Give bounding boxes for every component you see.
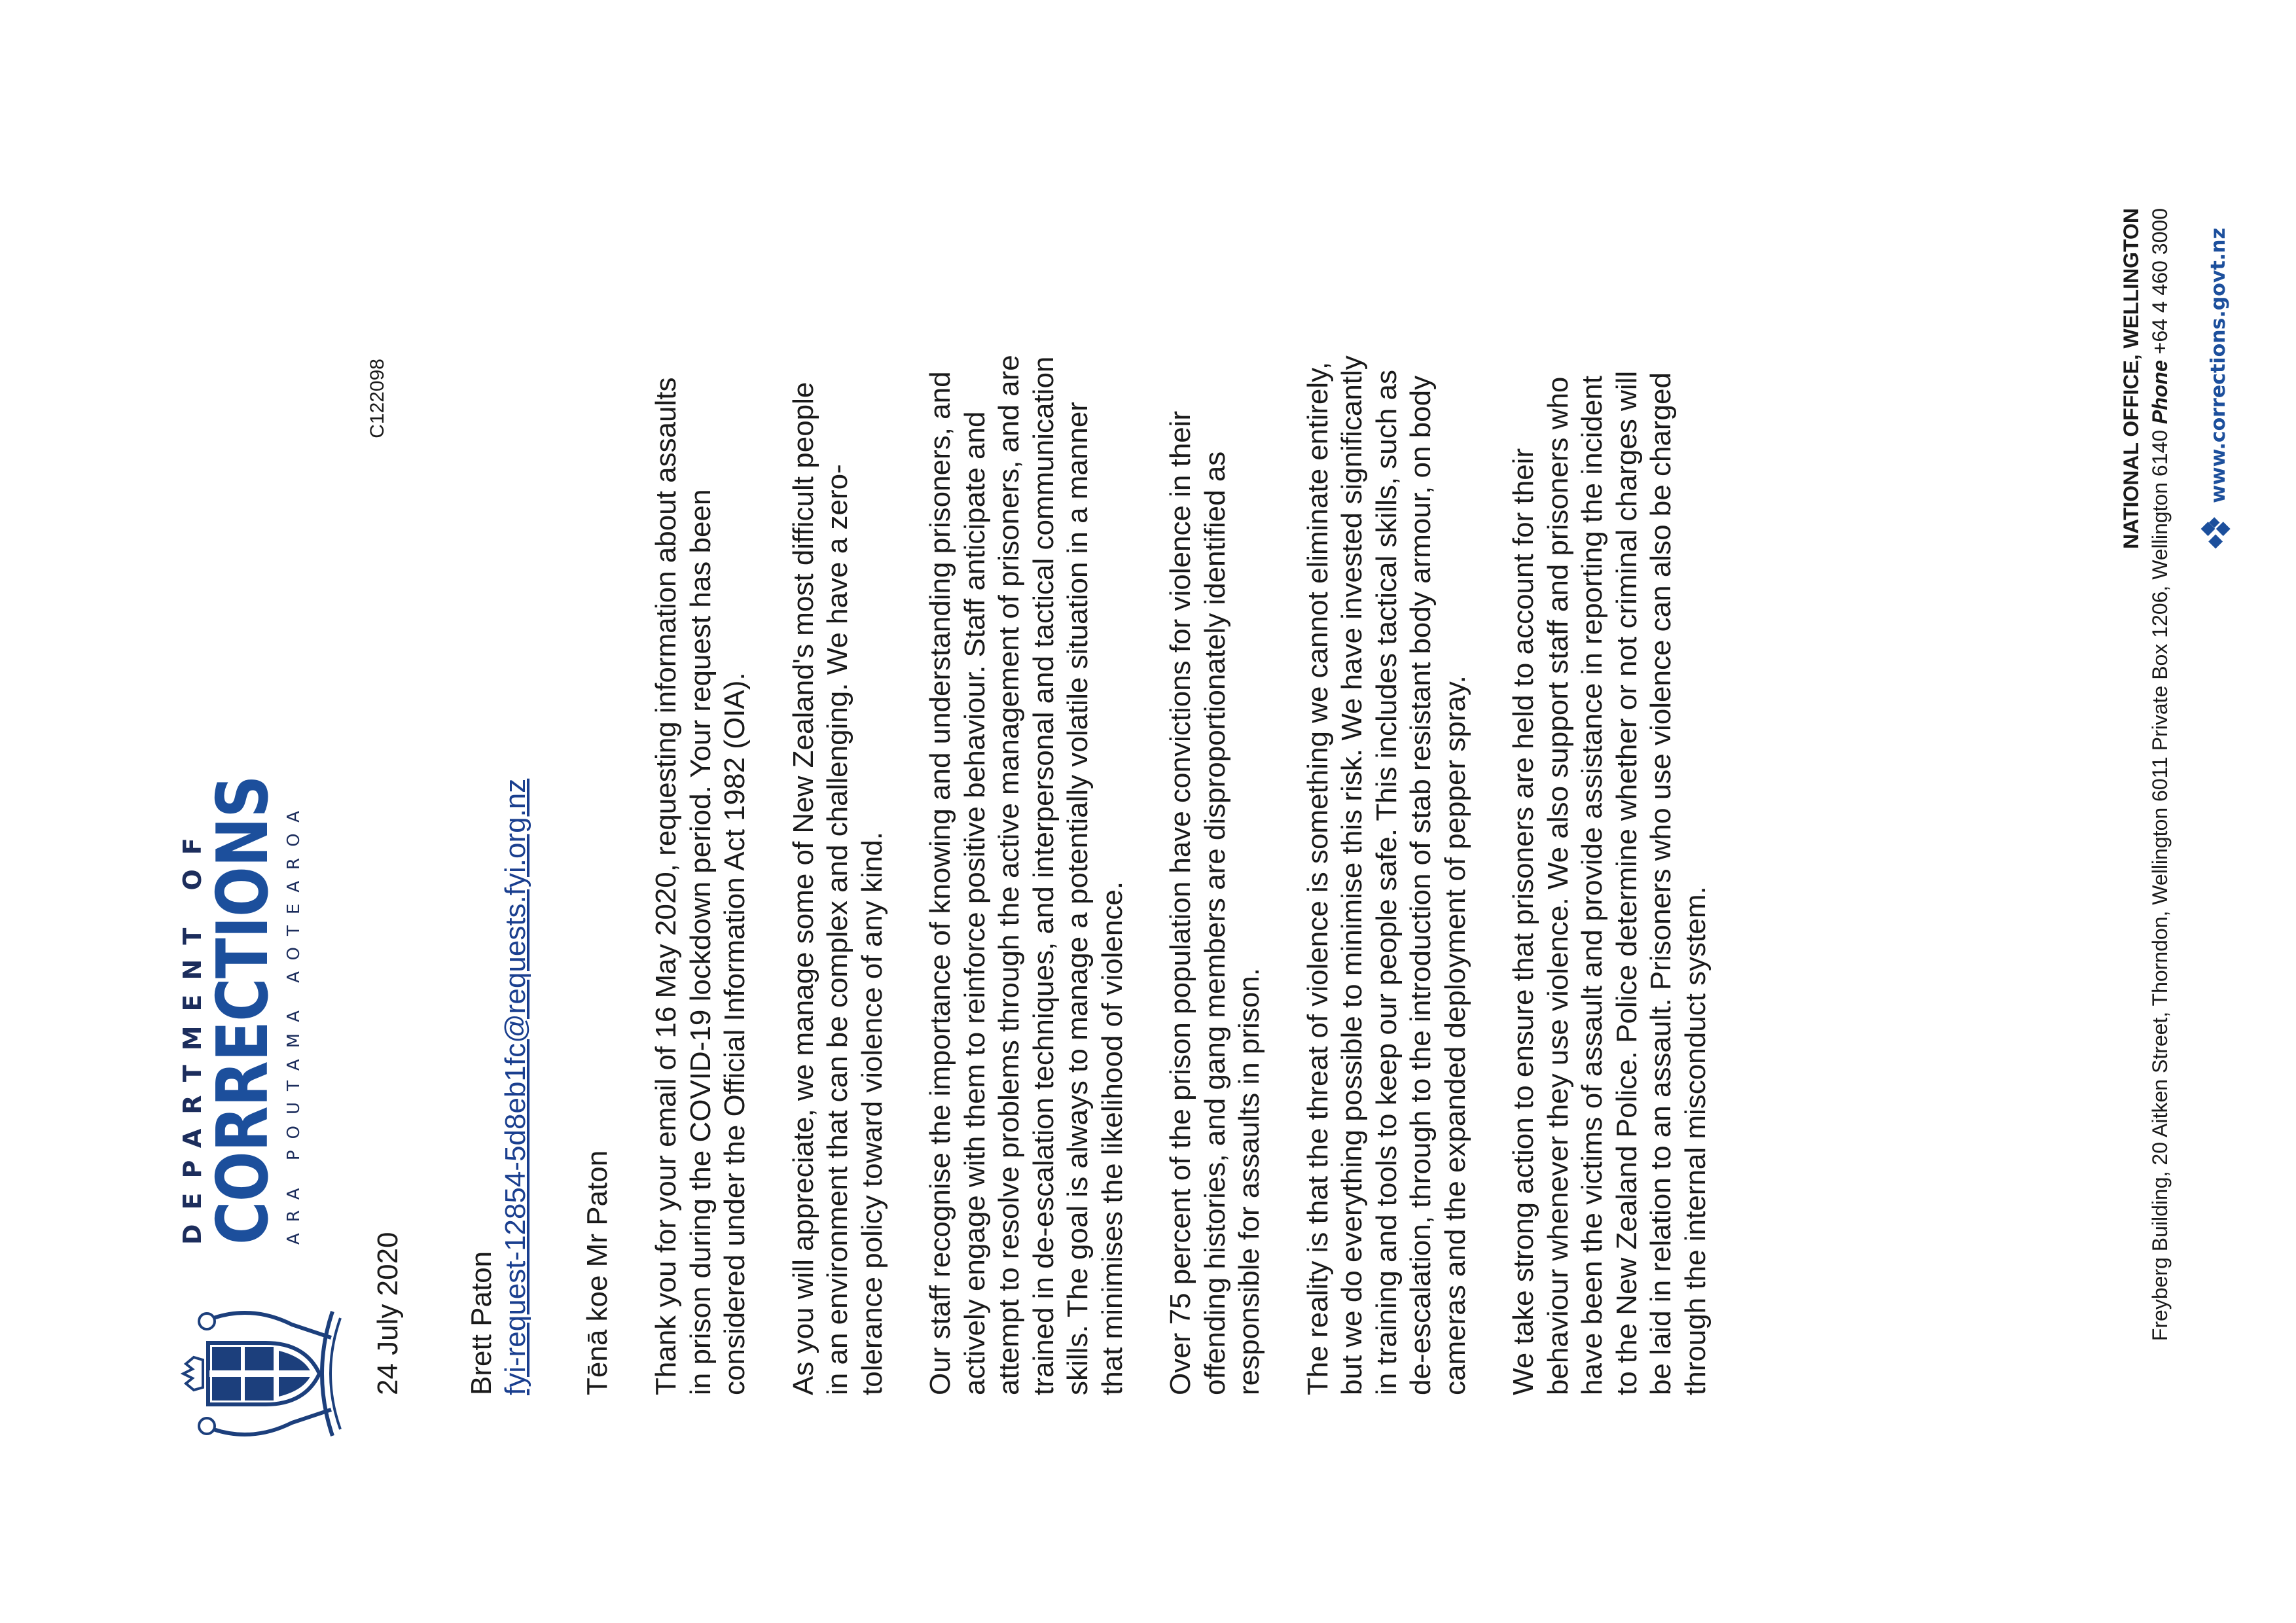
recipient-block — [465, 779, 533, 1395]
corrections-wordmark: CORRECTIONS — [202, 776, 284, 1245]
department-of-label: DEPARTMENT OF — [178, 823, 207, 1245]
paragraph: The reality is that the threat of violence is something we cannot eliminate entirely, but we do everything possible to minimise this risk. We have invested significantly in training and tools to keep our people safe. This includes tactical skills, such as de-escalation, through to the introduction of stab resistant body armour, on body cameras and the expanded deployment of pepper spray. — [1301, 355, 1471, 1395]
letter-date: 24 July 2020 — [372, 1232, 404, 1395]
paragraph: As you will appreciate, we manage some of New Zealand's most difficult people in an environment that can be complex and challenging. We have a zero-tolerance policy toward violence of any kind. — [787, 382, 888, 1395]
phone-label: Phone — [2148, 360, 2172, 424]
paragraph: Over 75 percent of the prison population have convictions for violence in their offending histories, and gang members are disproportionately identified as responsible for assaults in prison. — [1164, 410, 1265, 1395]
recipient-name: Brett Paton — [465, 1251, 497, 1395]
corrections-diamond-logo-icon — [2199, 512, 2237, 550]
department-logo — [178, 721, 305, 1245]
salutation: Tēnā koe Mr Paton — [581, 1150, 613, 1395]
website-link[interactable]: www.corrections.govt.nz — [2206, 228, 2230, 503]
nz-coat-of-arms-icon — [181, 1292, 344, 1455]
paragraph: Our staff recognise the importance of knowing and understanding prisoners, and actively engage with them to reinforce positive behaviour. Staff anticipate and attempt to resolve problems through the active management of prisoners, and are trained in de-escalation techniques, and interpersonal and tactical communication skills. The goal is always to manage a potentially volatile situation in a manner that minimises the likelihood of violence. — [924, 355, 1128, 1395]
letter-body — [649, 355, 1747, 1395]
reference-number: C122098 — [367, 359, 388, 438]
paragraph: Thank you for your email of 16 May 2020, requesting information about assaults in prison during the COVID-19 lockdown period. Your request has been considered under the Official Information Act 1982 (OIA). — [650, 377, 751, 1395]
paragraph: We take strong action to ensure that prisoners are held to account for their behaviour whenever they use violence. We also support staff and prisoners who have been the victims of assault and provide assistance in reporting the incident to the New Zealand Police. Police determine whether or not criminal charges will be laid in relation to an assault. Prisoners who use violence can also be charged through the internal misconduct system. — [1507, 370, 1712, 1395]
office-address: Freyberg Building, 20 Aitken Street, Thorndon, Wellington 6011 Private Box 1206, Wellington 6140 — [2148, 429, 2172, 1342]
letter-footer — [2117, 208, 2174, 1341]
phone-number: +64 4 460 3000 — [2148, 208, 2172, 355]
recipient-email-link[interactable]: fyi-request-12854-5d8eb1fc@requests.fyi.org.nz — [499, 778, 531, 1395]
department-subtitle: ARA POUTAMA AOTEAROA — [284, 800, 304, 1245]
national-office-label: NATIONAL OFFICE, WELLINGTON — [2119, 208, 2143, 549]
office-address-line — [2145, 208, 2174, 1341]
website-block — [2199, 228, 2237, 550]
